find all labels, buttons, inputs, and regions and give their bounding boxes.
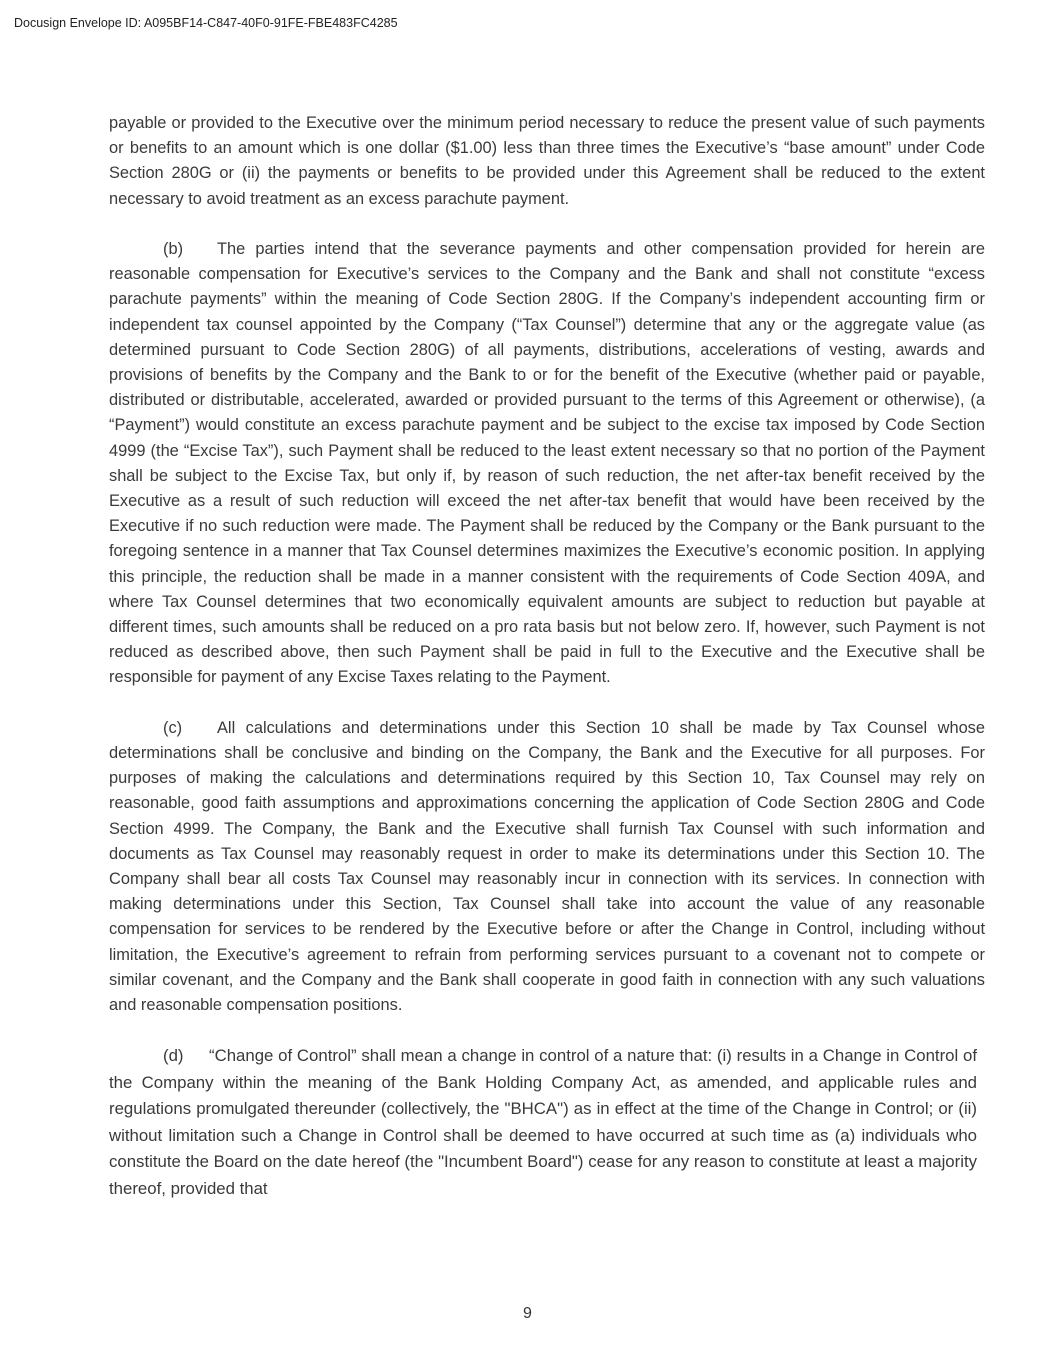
paragraph-continuation-text: payable or provided to the Executive over the minimum period necessary to reduce the present value of such payments or benefits to an amount which is one dollar ($1.00) less than three times the Executive’s “base amount” under Code Section 280G or (ii) the payments or benefits to be provided under this Agreement shall be reduced to the extent necessary to avoid treatment as an excess parachute payment. (109, 114, 985, 208)
paragraph-c-text: All calculations and determinations under this Section 10 shall be made by Tax Counsel whose determinations shall be conclusive and binding on the Company, the Bank and the Executive for all purposes. For purposes of making the calculations and determinations required by this Section 10, Tax Counsel may rely on reasonable, good faith assumptions and approximations concerning the application of Code Section 280G and Code Section 4999. The Company, the Bank and the Executive shall furnish Tax Counsel with such information and documents as Tax Counsel may reasonably request in order to make its determinations under this Section 10. The Company shall bear all costs Tax Counsel may reasonably incur in connection with its services. In connection with making determinations under this Section, Tax Counsel shall take into account the value of any reasonable compensation for services to be rendered by the Executive before or after the Change in Control, including without limitation, the Executive’s agreement to refrain from performing services pursuant to a covenant not to compete or similar covenant, and the Company and the Bank shall cooperate in good faith in connection with any such valuations and reasonable compensation positions. (109, 718, 985, 1015)
docusign-envelope-id: Docusign Envelope ID: A095BF14-C847-40F0-91FE-FBE483FC4285 (14, 16, 398, 30)
paragraph-b-label: (b) (163, 240, 184, 258)
paragraph-b-text: The parties intend that the severance payments and other compensation provided for herein are reasonable compensation for Executive’s services to the Company and the Bank and shall not constitute “excess parachute payments” within the meaning of Code Section 280G. If the Company’s independent accounting firm or independent tax counsel appointed by the Company (“Tax Counsel”) determine that any or the aggregate value (as determined pursuant to Code Section 280G) of all payments, distributions, accelerations of vesting, awards and provisions of benefits by the Company and the Bank to or for the benefit of the Executive (whether paid or payable, distributed or distributable, accelerated, awarded or provided pursuant to the terms of this Agreement or otherwise), (a “Payment”) would constitute an excess parachute payment and be subject to the excise tax imposed by Code Section 4999 (the “Excise Tax”), such Payment shall be reduced to the least extent necessary so that no portion of the Payment shall be subject to the Excise Tax, but only if, by reason of such reduction, the net after-tax benefit received by the Executive as a result of such reduction will exceed the net after-tax benefit that would have been received by the Executive if no such reduction were made. The Payment shall be reduced by the Company or the Bank pursuant to the foregoing sentence in a manner that Tax Counsel determines maximizes the Executive’s economic position. In applying this principle, the reduction shall be made in a manner consistent with the requirements of Code Section 409A, and where Tax Counsel determines that two economically equivalent amounts are subject to reduction but payable at different times, such amounts shall be reduced on a pro rata basis but not below zero. If, however, such Payment is not reduced as described above, then such Payment shall be paid in full to the Executive and the Executive shall be responsible for payment of any Excise Taxes relating to the Payment. (109, 240, 985, 687)
document-body (109, 111, 985, 1227)
page-number: 9 (523, 1305, 532, 1322)
paragraph-c-label: (c) (163, 718, 183, 737)
paragraph-b (109, 237, 985, 691)
paragraph-d-text: “Change of Control” shall mean a change in control of a nature that: (i) results in a Change in Control of the Company within the meaning of the Bank Holding Company Act, as amended, and applicable rules and regulations promulgated thereunder (collectively, the "BHCA") as in effect at the time of the Change in Control; or (ii) without limitation such a Change in Control shall be deemed to have occurred at such time as (a) individuals who constitute the Board on the date hereof (the "Incumbent Board") cease for any reason to constitute at least a majority thereof, provided that (109, 1046, 977, 1198)
paragraph-continuation (109, 111, 985, 212)
paragraph-d (109, 1043, 977, 1201)
paragraph-c (109, 716, 985, 1018)
paragraph-d-label: (d) (163, 1046, 184, 1066)
